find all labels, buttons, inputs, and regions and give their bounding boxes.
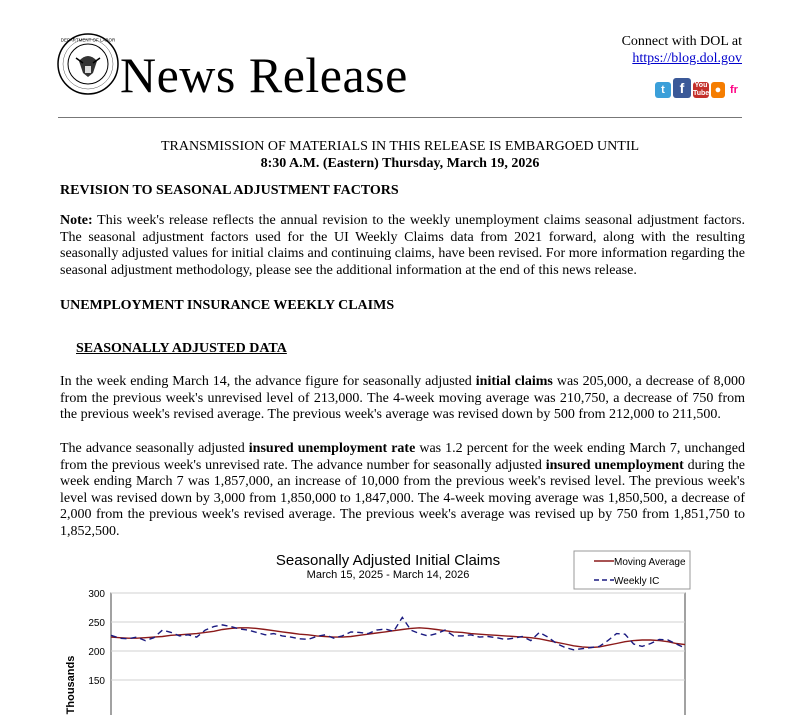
y-tick-label: 250 (88, 618, 105, 629)
note-text: This week's release reflects the annual revision to the weekly unemployment claims seasonal adjustment factors. The seasonal adjustment factors used for the UI Weekly Claims data from 2021 forward, along with the resulting seasonally adjusted values for initial claims and continuing claims, have been revised. For more information regarding the seasonal adjustment methodology, please see the additional information at the end of this news release. (60, 213, 745, 278)
text-run: was 1.2 percent for the week ending March 7, unchanged from the previous week's unrevised rate. The advance number for seasonally adjusted (60, 441, 746, 473)
blog-icon[interactable]: ● (711, 82, 725, 98)
facebook-icon[interactable]: f (673, 78, 691, 98)
header-divider (58, 117, 742, 118)
text-run: The advance seasonally adjusted (60, 441, 249, 456)
dol-seal-logo (57, 33, 119, 95)
legend-moving-average: Moving Average (614, 557, 686, 568)
revision-heading: REVISION TO SEASONAL ADJUSTMENT FACTORS (60, 183, 399, 198)
page-title: News Release (120, 47, 408, 103)
revision-note (60, 213, 745, 279)
blog-link[interactable]: https://blog.dol.gov (632, 51, 742, 66)
flickr-icon[interactable]: fr (727, 82, 741, 98)
embargo-notice (58, 138, 742, 172)
twitter-icon[interactable]: t (655, 82, 671, 98)
note-label: Note: (60, 213, 93, 228)
social-icons (655, 80, 741, 98)
text-run: was 205,000, a decrease of 8,000 from the previous week's unrevised level of 213,000. The 4-week moving average was 210,750, a decrease of 750 from the previous week's revised average. The previous week's average was revised down by 500 from 212,000 to 211,500. (60, 374, 745, 422)
insured-rate-term: insured unemployment rate (248, 441, 416, 456)
connect-text: Connect with DOL at (621, 34, 742, 49)
youtube-icon[interactable]: You Tube (693, 82, 710, 97)
svg-text:DEPARTMENT OF LABOR: DEPARTMENT OF LABOR (60, 37, 116, 43)
ui-claims-heading: UNEMPLOYMENT INSURANCE WEEKLY CLAIMS (60, 298, 395, 313)
initial-claims-term: initial claims (475, 374, 553, 389)
y-axis-label: Thousands (65, 655, 77, 715)
chart-title: Seasonally Adjusted Initial Claims (275, 552, 501, 569)
seasonally-adjusted-heading: SEASONALLY ADJUSTED DATA (76, 341, 287, 356)
y-tick-label: 200 (88, 647, 105, 658)
embargo-date: 8:30 A.M. (Eastern) Thursday, March 19, 2026 (260, 156, 540, 171)
chart-legend (574, 551, 690, 589)
y-tick-label: 150 (88, 676, 105, 687)
plot-area (111, 593, 685, 715)
embargo-line: TRANSMISSION OF MATERIALS IN THIS RELEASE IS EMBARGOED UNTIL (160, 139, 640, 154)
initial-claims-chart (58, 545, 758, 715)
text-run: In the week ending March 14, the advance figure for seasonally adjusted (60, 374, 476, 389)
insured-unemployment-term: insured unemployment (545, 457, 684, 473)
initial-claims-paragraph (60, 374, 745, 424)
text-run: during the week ending March 7 was 1,857,000, an increase of 10,000 from the previous week's revised level. The previous week's level was revised down by 3,000 from 1,850,000 to 1,847,000. The 4-week moving average was 1,850,500, a decrease of 2,000 from the previous week's revised average. The previous week's average was revised up by 750 from 1,851,750 to 1,852,500. (60, 457, 746, 539)
insured-unemployment-paragraph (60, 441, 745, 540)
legend-weekly-ic: Weekly IC (614, 576, 660, 587)
chart-subtitle: March 15, 2025 - March 14, 2026 (306, 569, 470, 581)
y-tick-label: 300 (88, 589, 105, 600)
chart-grid (88, 589, 685, 687)
connect-block (622, 33, 742, 67)
